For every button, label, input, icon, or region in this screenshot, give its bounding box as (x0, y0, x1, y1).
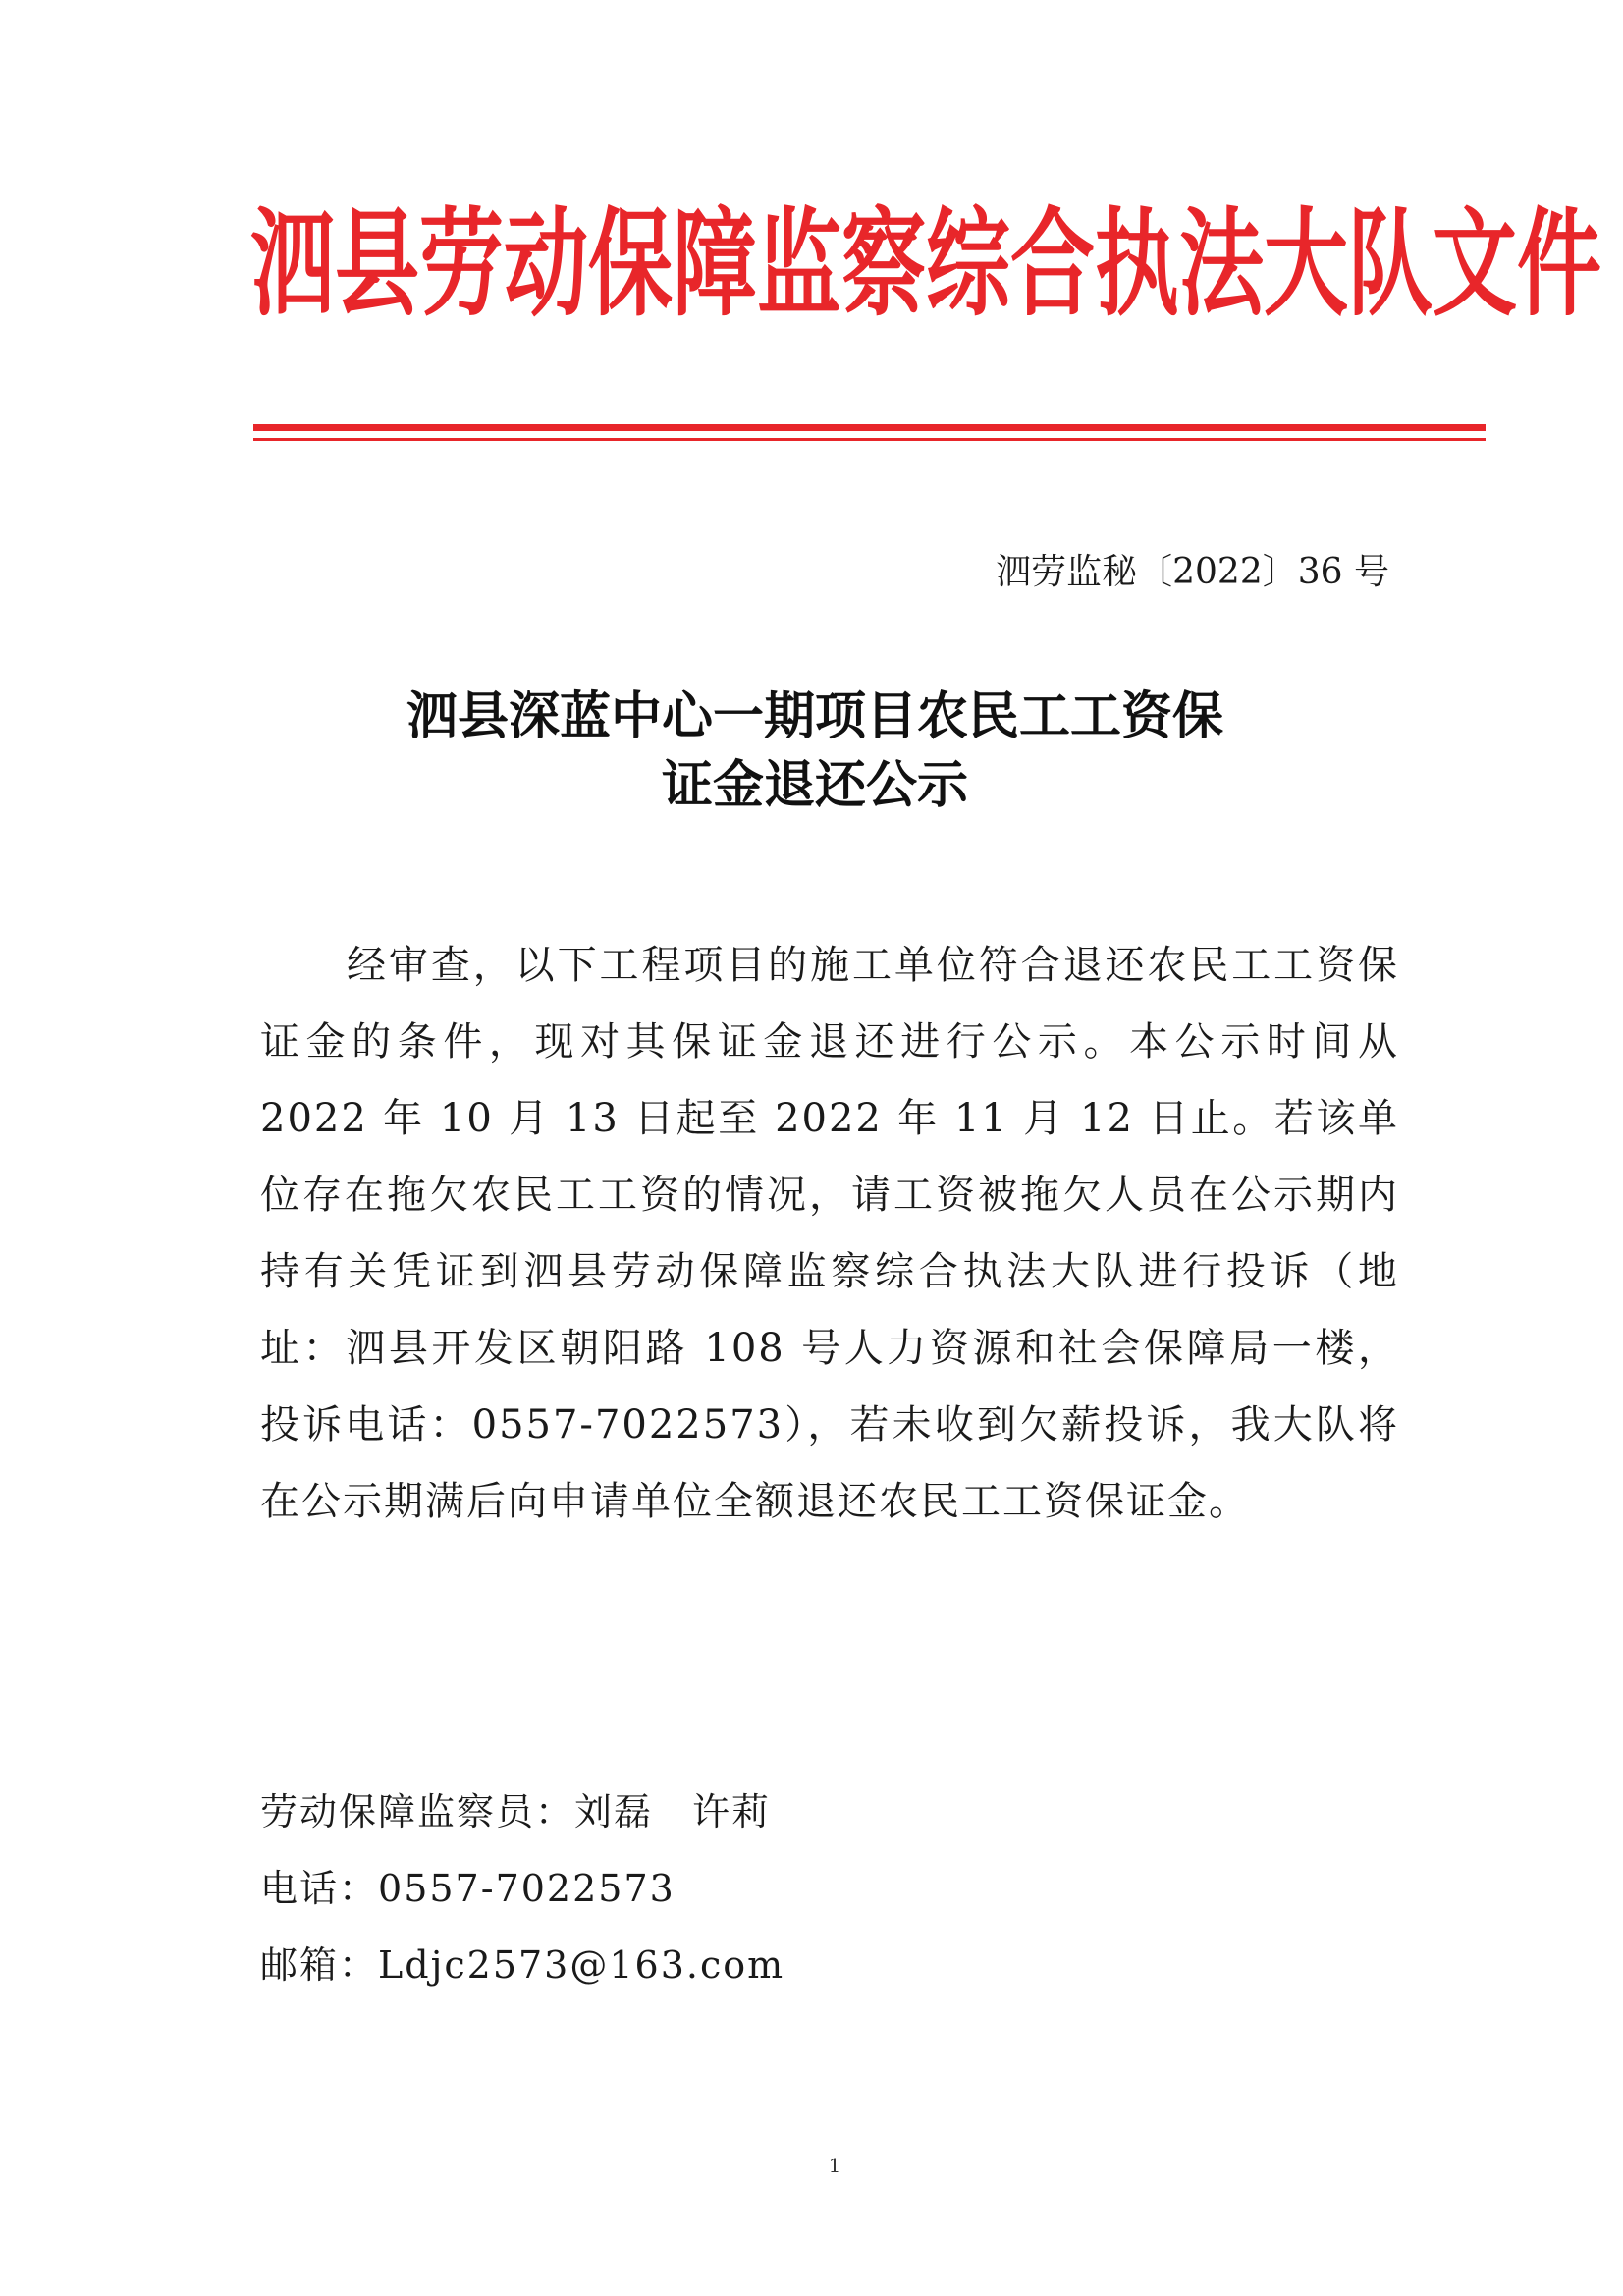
inspector-name: 许莉 (692, 1790, 772, 1833)
inspectors-line (260, 1784, 771, 1839)
document-title-line-1: 泗县深蓝中心一期项目农民工工资保 (406, 686, 1223, 746)
document-number: 泗劳监秘〔2022〕36 号 (996, 552, 1389, 592)
letterhead-rule-thick (253, 424, 1486, 431)
letterhead-rule-thin (253, 438, 1486, 441)
phone-label: 电话： (260, 1867, 379, 1910)
letterhead-title: 泗县劳动保障监察综合执法大队文件 (250, 195, 1601, 333)
email-label: 邮箱： (260, 1943, 379, 1987)
document-title-line-2: 证金退还公示 (661, 755, 968, 815)
notice-body: 经审查，以下工程项目的施工单位符合退还农民工工资保证金的条件，现对其保证金退还进行公示。本公示时间从 2022 年 10 月 13 日起至 2022 年 11 月 12 日止。若该单位存在拖欠农民工工资的情况，请工资被拖欠人员在公示期内持有关凭证到泗县劳动保障监察综合执法大队进行投诉（地址：泗县开发区朝阳路 108 号人力资源和社会保障局一楼，投诉电话：0557-7022573），若未收到欠薪投诉，我大队将在公示期满后向申请单位全额退还农民工工资保证金。 (260, 943, 1399, 1524)
page-number: 1 (828, 2154, 841, 2177)
inspector-name: 刘磊 (574, 1790, 654, 1833)
phone-line (260, 1861, 676, 1916)
document-title (226, 683, 1404, 820)
inspectors-label: 劳动保障监察员： (260, 1790, 575, 1833)
email-line (260, 1938, 784, 1993)
email-address: Ldjc2573@163.com (378, 1943, 785, 1987)
phone-number: 0557-7022573 (378, 1867, 676, 1910)
